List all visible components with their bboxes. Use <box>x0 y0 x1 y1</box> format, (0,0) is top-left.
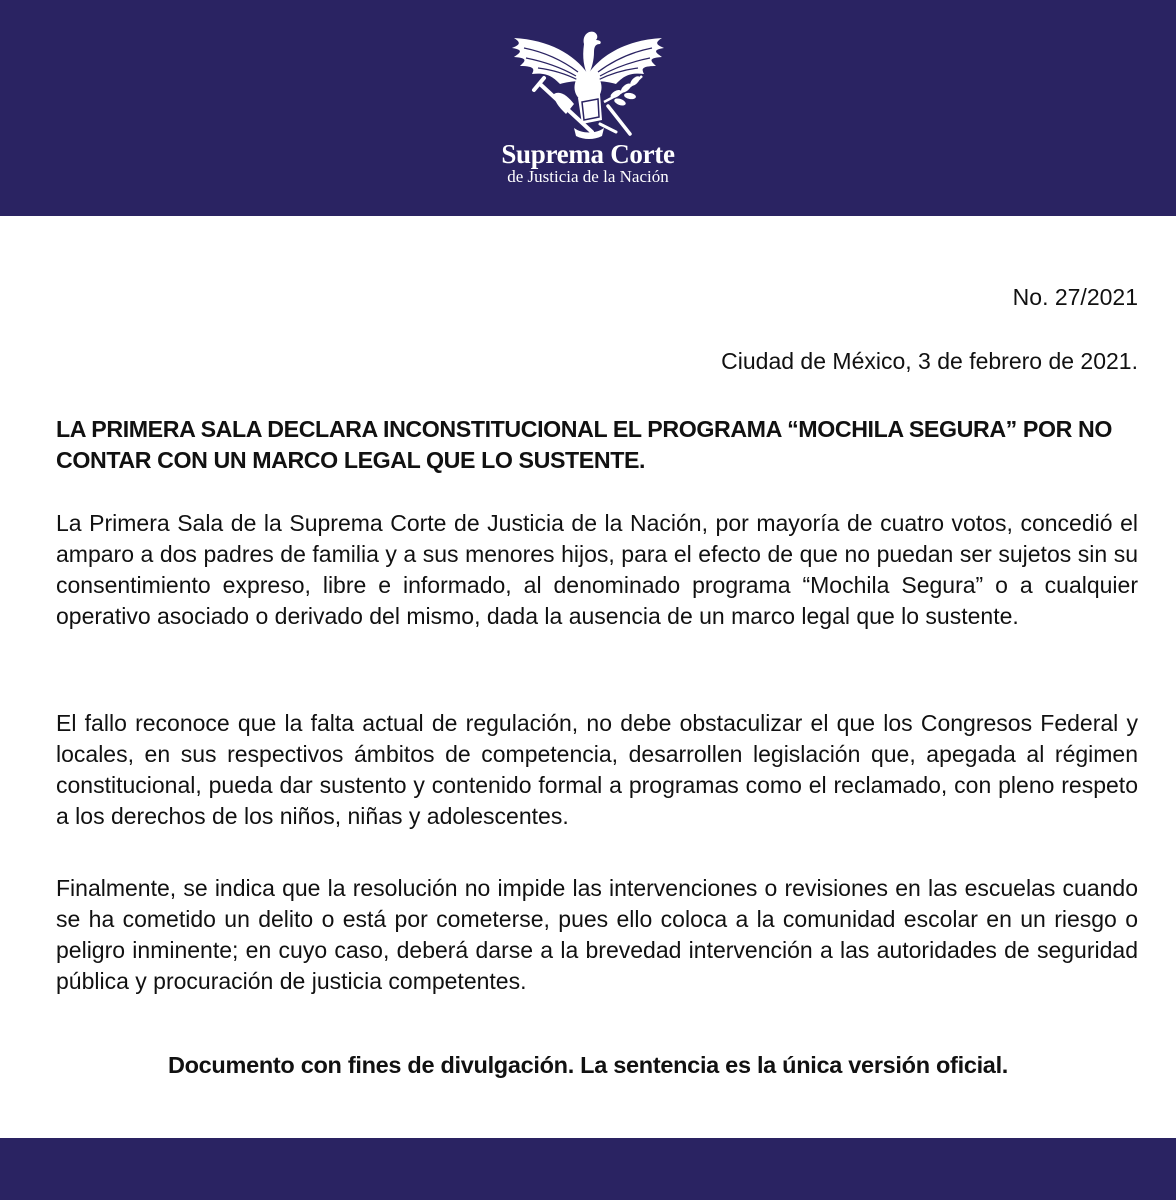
footer-band <box>0 1138 1176 1200</box>
brand-name: Suprema Corte <box>501 139 675 169</box>
eagle-emblem-icon <box>504 24 672 142</box>
body-paragraph-1: La Primera Sala de la Suprema Corte de Justicia de la Nación, por mayoría de cuatro votos, concedió el amparo a dos padres de familia y a sus menores hijos, para el efecto de que no puedan ser sujetos sin su consentimiento expreso, libre e informado, al denominado programa “Mochila Segura” o a cualquier operativo asociado o derivado del mismo, dada la ausencia de un marco legal que lo sustente. <box>56 510 1138 629</box>
brand-subtitle: de Justicia de la Nación <box>507 167 669 186</box>
body-paragraph-2: El fallo reconoce que la falta actual de regulación, no debe obstaculizar el que los Congresos Federal y locales, en sus respectivos ámbitos de competencia, desarrollen legislación que, apegada al régimen constitucional, pueda dar sustento y contenido formal a programas como el reclamado, con pleno respeto a los derechos de los niños, niñas y adolescentes. <box>56 710 1138 829</box>
header-banner <box>0 0 1176 216</box>
press-release-number: No. 27/2021 <box>1012 284 1138 310</box>
dateline: Ciudad de México, 3 de febrero de 2021. <box>721 348 1138 374</box>
body-paragraph-3: Finalmente, se indica que la resolución no impide las intervenciones o revisiones en las escuelas cuando se ha cometido un delito o está por cometerse, pues ello coloca a la comunidad escolar en un riesgo o peligro inminente; en cuyo caso, deberá darse a la brevedad intervención a las autoridades de seguridad pública y procuración de justicia competentes. <box>56 875 1138 994</box>
disclaimer: Documento con fines de divulgación. La sentencia es la única versión oficial. <box>167 1052 1009 1078</box>
headline: LA PRIMERA SALA DECLARA INCONSTITUCIONAL EL PROGRAMA “MOCHILA SEGURA” POR NO CONTAR CON UN MARCO LEGAL QUE LO SUSTENTE. <box>56 416 1112 473</box>
